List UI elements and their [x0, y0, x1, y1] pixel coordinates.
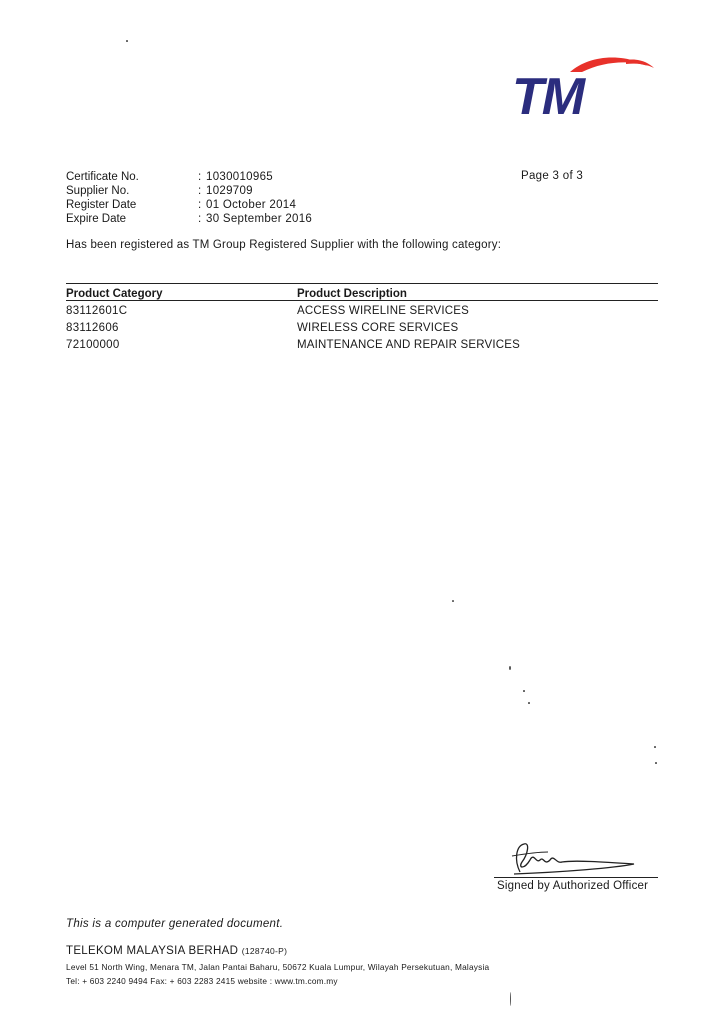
registration-statement: Has been registered as TM Group Registered Supplier with the following category:: [66, 239, 502, 251]
scan-speck: [126, 40, 128, 42]
tm-logo-text: TM: [512, 68, 584, 120]
field-separator: :: [198, 171, 202, 183]
signature-line: [494, 877, 658, 878]
product-category-code: 83112601C: [66, 305, 128, 317]
certificate-details: [66, 170, 312, 226]
scan-speck: [655, 762, 657, 764]
table-row: [66, 321, 658, 338]
column-header-category: Product Category: [66, 288, 163, 300]
company-contact: Tel: + 603 2240 9494 Fax: + 603 2283 2415 website : www.tm.com.my: [66, 976, 338, 986]
product-description: ACCESS WIRELINE SERVICES: [297, 305, 470, 317]
tm-logo-icon: [508, 50, 658, 120]
certificate-number-row: [66, 170, 312, 184]
scan-speck: [654, 746, 656, 748]
scan-speck: [452, 600, 454, 602]
company-address: Level 51 North Wing, Menara TM, Jalan Pantai Baharu, 50672 Kuala Lumpur, Wilayah Persekutuan, Malaysia: [66, 962, 490, 972]
expire-date-row: [66, 212, 312, 226]
field-separator: :: [198, 213, 202, 225]
company-name: TELEKOM MALAYSIA BERHAD: [66, 945, 239, 957]
field-separator: :: [198, 185, 202, 197]
expire-date: 30 September 2016: [206, 213, 313, 225]
field-separator: :: [198, 199, 202, 211]
field-label: Supplier No.: [66, 185, 130, 197]
supplier-number: 1029709: [206, 185, 253, 197]
register-date: 01 October 2014: [206, 199, 297, 211]
table-header-rule: [66, 300, 658, 301]
company-registration: (128740-P): [241, 946, 288, 956]
product-category-code: 83112606: [66, 322, 119, 334]
table-row: [66, 304, 658, 321]
signature-caption: Signed by Authorized Officer: [497, 880, 649, 892]
certificate-number: 1030010965: [206, 171, 273, 183]
field-label: Register Date: [66, 199, 137, 211]
company-name-line: [66, 945, 287, 957]
register-date-row: [66, 198, 312, 212]
generated-document-note: This is a computer generated document.: [66, 918, 284, 930]
scan-speck: [509, 666, 511, 670]
tm-logo-swoosh-tail: [626, 59, 654, 68]
table-top-rule: [66, 283, 658, 284]
page-indicator: Page 3 of 3: [521, 170, 584, 182]
handwritten-signature: [494, 838, 654, 880]
scan-speck: [510, 992, 511, 1006]
product-description: MAINTENANCE AND REPAIR SERVICES: [297, 339, 521, 351]
supplier-number-row: [66, 184, 312, 198]
field-label: Expire Date: [66, 213, 127, 225]
field-label: Certificate No.: [66, 171, 139, 183]
column-header-description: Product Description: [297, 288, 407, 300]
product-category-code: 72100000: [66, 339, 120, 351]
scan-speck: [528, 702, 530, 704]
scan-speck: [523, 690, 525, 692]
table-row: [66, 338, 658, 355]
product-description: WIRELESS CORE SERVICES: [297, 322, 459, 334]
category-table: [66, 304, 658, 355]
